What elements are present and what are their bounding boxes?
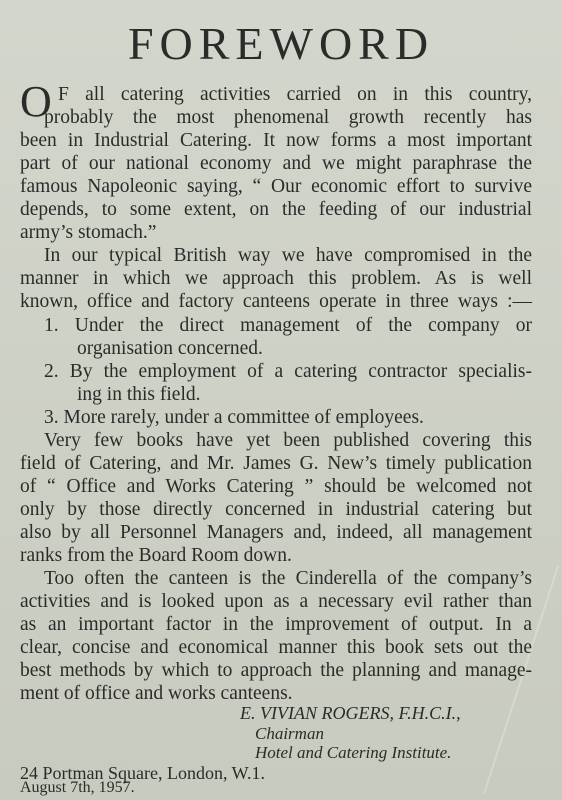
signature-role: Chairman [255, 724, 324, 743]
text-line: F all catering activities carried on in this country, [58, 84, 532, 105]
list-item: 2. By the employment of a catering contractor specialis- [44, 361, 532, 382]
signature-name: E. VIVIAN ROGERS, F.H.C.I., [240, 703, 461, 723]
page-title: FOREWORD [127, 18, 435, 69]
text-line: only by those directly concerned in industrial catering but [20, 499, 532, 520]
date: August 7th, 1957. [20, 779, 135, 796]
drop-cap: O [20, 77, 52, 126]
text-line: manner in which we approach this problem. As is well [20, 268, 532, 289]
text-line: ranks from the Board Room down. [20, 545, 292, 566]
text-line: Too often the canteen is the Cinderella of the company’s [44, 568, 532, 589]
text-line: known, office and factory canteens operate in three ways :— [20, 291, 532, 312]
text-line: part of our national economy and we might paraphrase the [20, 153, 532, 174]
text-line: probably the most phenomenal growth recently has [44, 107, 532, 128]
text-line: best methods by which to approach the planning and manage- [20, 660, 532, 681]
text-line: also by all Personnel Managers and, indeed, all management [20, 522, 532, 543]
signature-organisation: Hotel and Catering Institute. [255, 743, 452, 762]
address: 24 Portman Square, London, W.1. [20, 763, 265, 783]
text-line: field of Catering, and Mr. James G. New’s timely publication [20, 453, 532, 474]
text-line: clear, concise and economical manner this book sets out the [20, 637, 532, 658]
text-line: famous Napoleonic saying, “ Our economic effort to survive [20, 176, 532, 197]
text-line: of “ Office and Works Catering ” should be welcomed not [20, 476, 532, 497]
text-line: army’s stomach.” [20, 222, 157, 243]
list-item-continuation: ing in this field. [77, 384, 201, 405]
text-line: In our typical British way we have compromised in the [44, 245, 532, 266]
text-line: been in Industrial Catering. It now forms a most important [20, 130, 532, 151]
text-line: as an important factor in the improvement of output. In a [20, 614, 532, 635]
text-line: depends, to some extent, on the feeding of our industrial [20, 199, 532, 220]
list-item-continuation: organisation concerned. [77, 338, 263, 359]
text-line: Very few books have yet been published covering this [44, 430, 532, 451]
text-line: activities and is looked upon as a necessary evil rather than [20, 591, 532, 612]
text-line: ment of office and works canteens. [20, 683, 293, 704]
list-item: 1. Under the direct management of the company or [44, 315, 532, 336]
list-item: 3. More rarely, under a committee of employees. [44, 407, 424, 428]
